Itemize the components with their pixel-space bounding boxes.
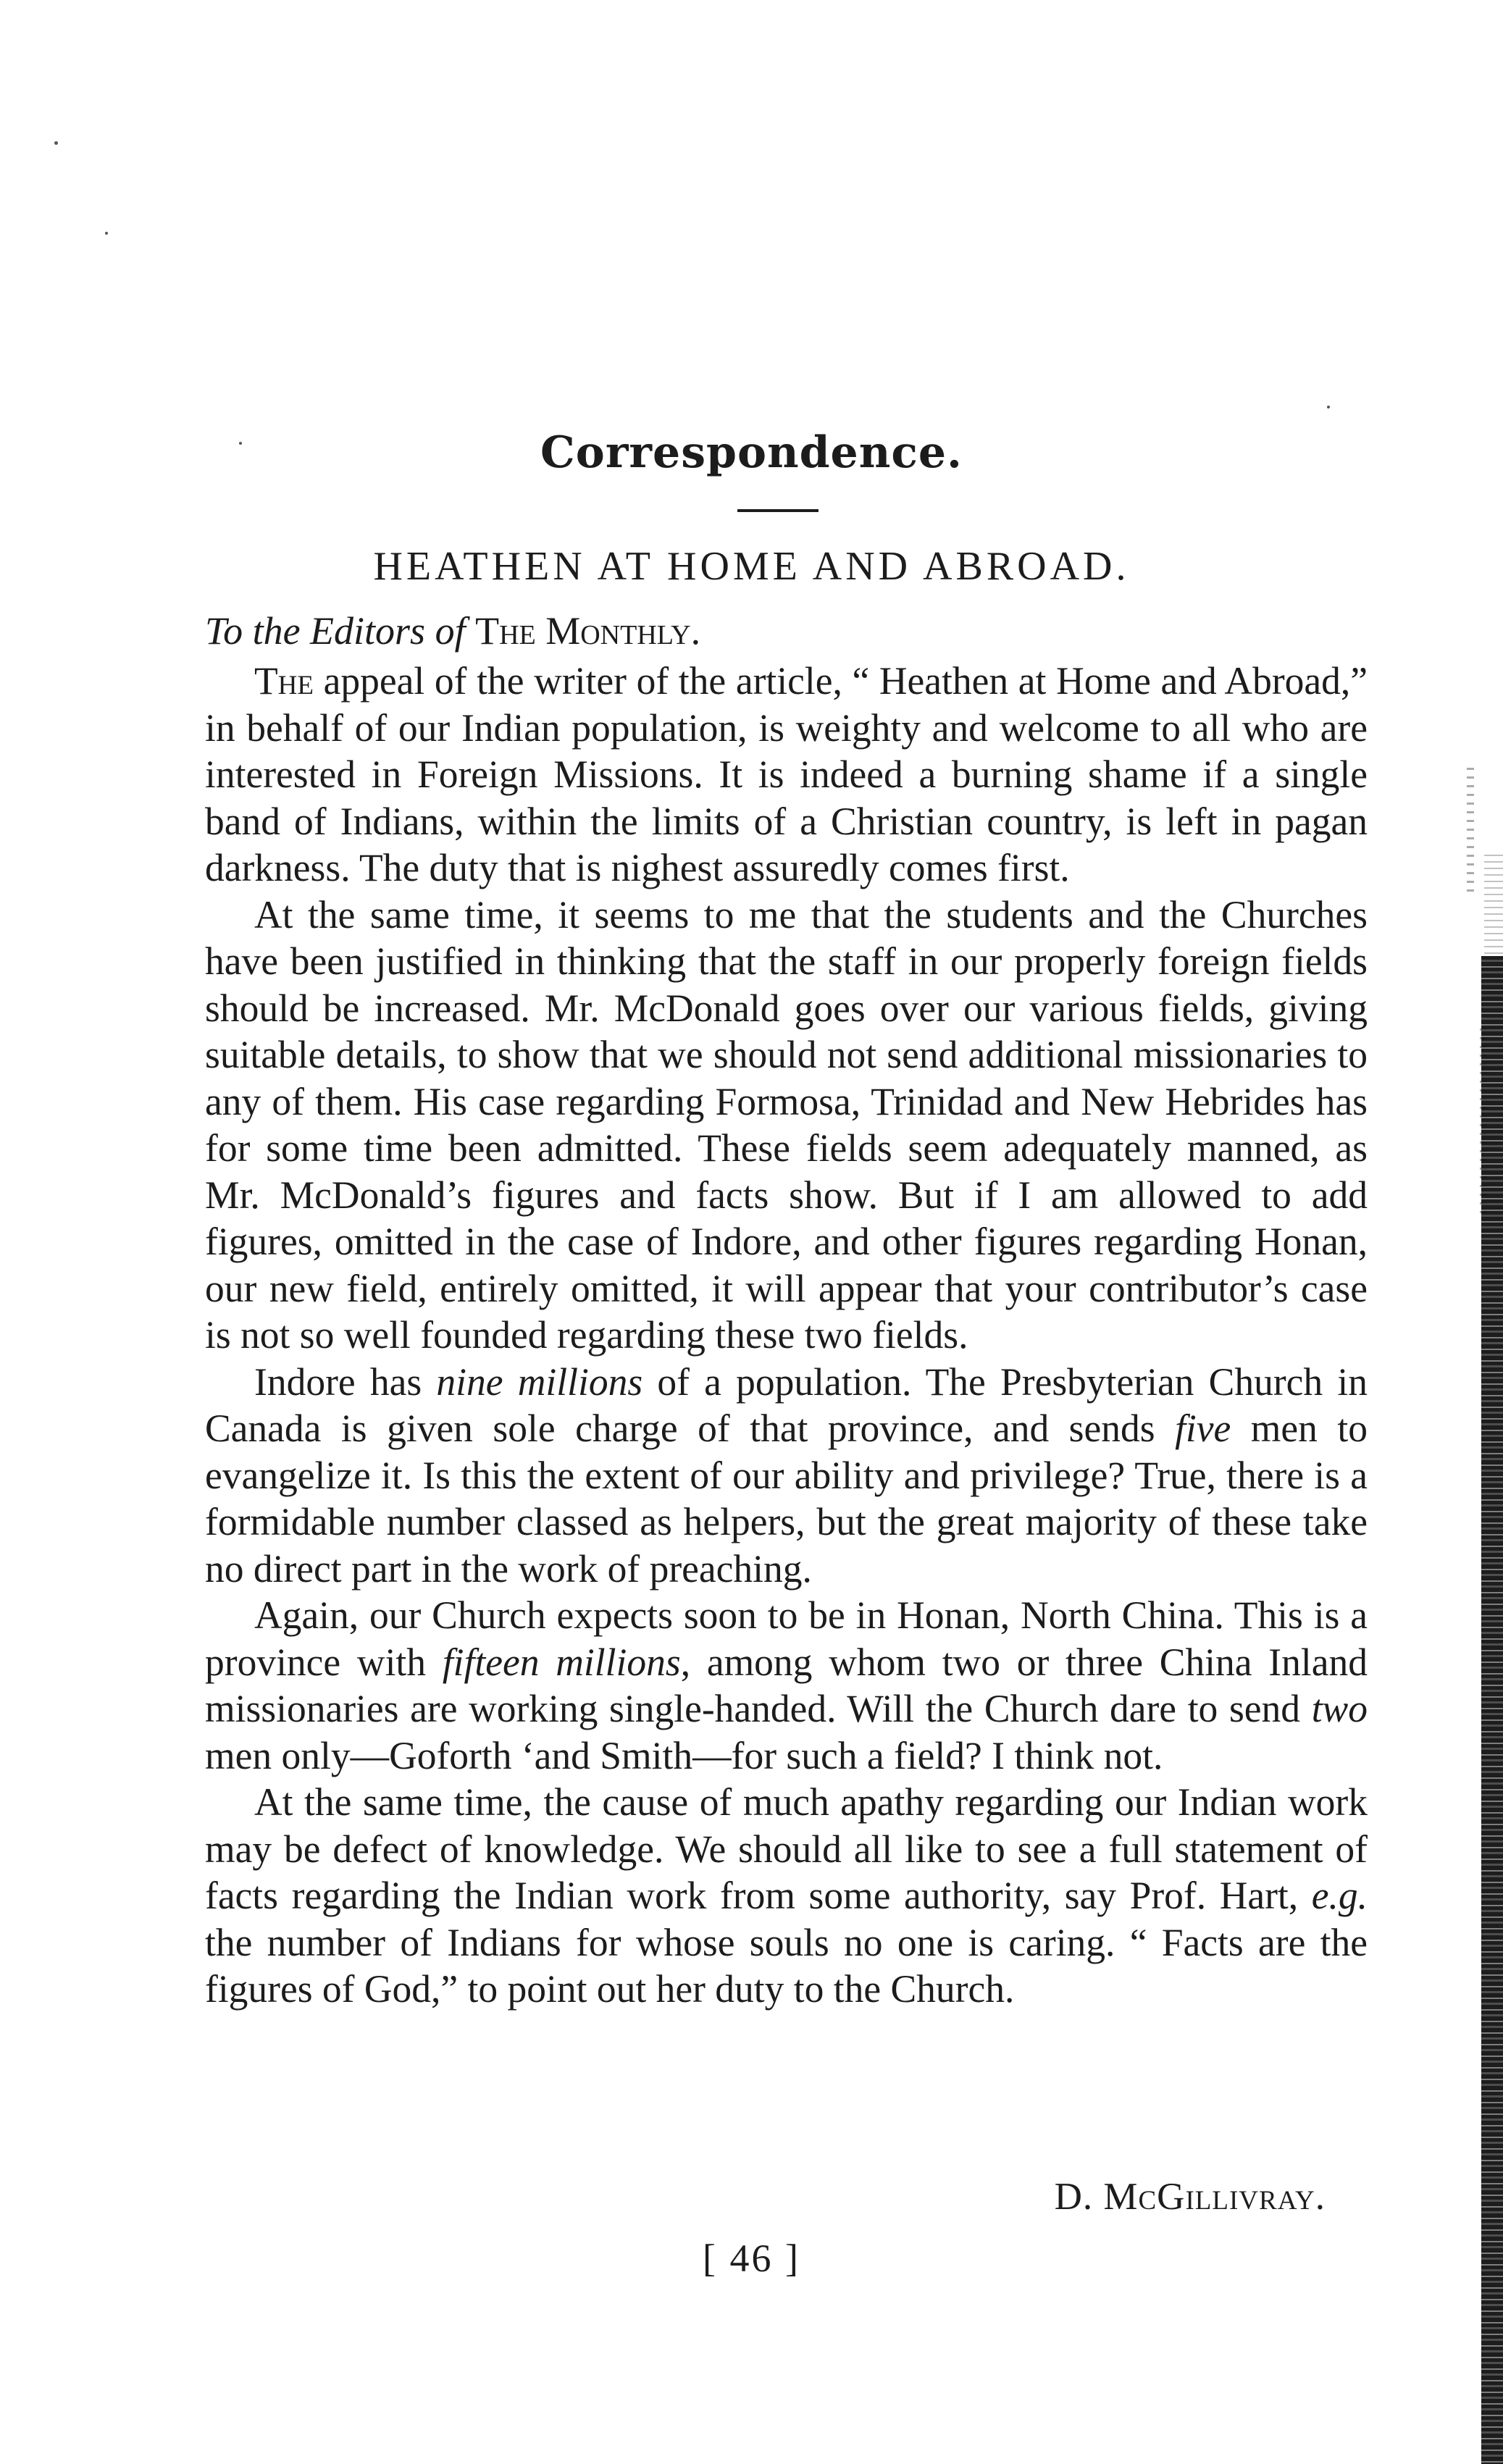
paragraph-text: At the same time, it seems to me that the students and the Churches have been justified in thinking that the staff in our properly foreign fields should be increased. Mr. McDonald goes over our various fields, giving suitable details, to show that we should not send additional missionaries to any of them. His case regarding Formosa, Trinidad and New Hebrides has for some time been admitted. These fields seem adequately manned, as Mr. McDonald’s figures and facts show. But if I am allowed to add figures, omitted in the case of Indore, and other figures regarding Honan, our new field, entirely omitted, it will appear that your contributor’s case is not so well founded regarding these two fields. [205, 892, 1368, 1357]
letter-paragraph [205, 1779, 1368, 2013]
emphasis-text: nine millions [436, 1359, 643, 1404]
emphasis-text: e.g. [1311, 1874, 1368, 1917]
letter-paragraph [205, 892, 1368, 1359]
paragraph-text: Indore has [254, 1359, 437, 1404]
signature: D. McGillivray. [1054, 2176, 1326, 2218]
paragraph-text: the number of Indians for whose souls no one is caring. “ Facts are the figures of God,” to point out her duty to the Church. [205, 1920, 1368, 2011]
section-heading: Correspondence. [540, 427, 963, 478]
letter-paragraph [205, 1359, 1368, 1593]
scan-edge-marks [1467, 768, 1474, 898]
paragraph-text: men to evangelize it. Is this the extent of our ability and privilege? True, there is a formidable number classed as helpers, but the great majority of these take no direct part in the work of preaching. [205, 1407, 1368, 1591]
article-title: HEATHEN AT HOME AND ABROAD. [373, 544, 1130, 589]
paragraph-text: At the same time, the cause of much apathy regarding our Indian work may be defect of knowledge. We should all like to see a full statement of facts regarding the Indian work from some authority, say Prof. Hart, [205, 1780, 1368, 1917]
emphasis-text: five [1175, 1407, 1231, 1450]
scan-speck [105, 232, 108, 235]
letter-paragraph [205, 1592, 1368, 1779]
scan-speck [54, 141, 58, 145]
paragraph-text: The [254, 659, 314, 703]
emphasis-text: fifteen millions [442, 1640, 681, 1684]
scan-speck [1327, 406, 1330, 408]
emphasis-text: two [1311, 1687, 1368, 1730]
paragraph-text: Again, our Church expects soon to be in Honan, North China. This is a province with [205, 1593, 1368, 1684]
salutation-prefix: To the Editors of [205, 609, 466, 653]
scan-edge-shadow [1484, 855, 1503, 971]
paragraph-text: of a population. The Presbyterian Church in Canada is given sole charge of that province, and sends [205, 1359, 1368, 1450]
heading-divider [737, 509, 819, 512]
salutation [205, 608, 700, 653]
publication-name: The Monthly. [475, 609, 701, 653]
letter-paragraph [205, 658, 1368, 892]
paragraph-text: , among whom two or three China Inland missionaries are working single-handed. Will the Church dare to send [205, 1640, 1368, 1730]
letter-body [205, 658, 1368, 2013]
paragraph-text: men only—Goforth ‘and Smith—for such a field? I think not. [205, 1733, 1163, 1777]
page-number: [ 46 ] [703, 2237, 800, 2280]
paragraph-text: appeal of the writer of the article, “ Heathen at Home and Abroad,” in behalf of our Indian population, is weighty and welcome to all who are interested in Foreign Missions. It is indeed a burning shame if a single band of Indians, within the limits of a Christian country, is left in pagan darkness. The duty that is nighest assuredly comes first. [205, 659, 1368, 889]
